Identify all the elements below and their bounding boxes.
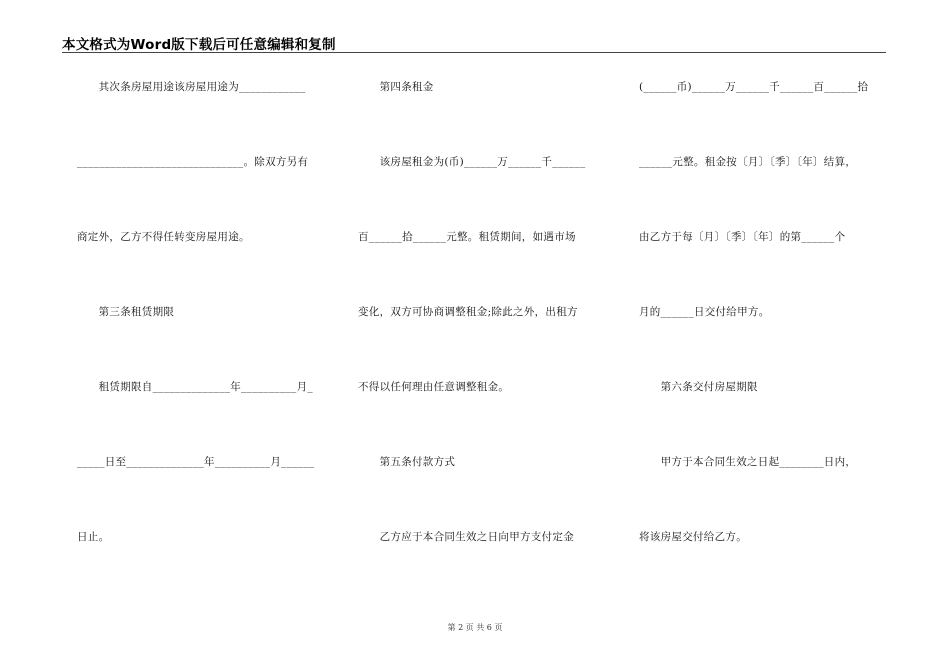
column-2-line-6: 第五条付款方式 [358,456,456,468]
column-3-line-5: 第六条交付房屋期限 [639,381,758,393]
document-header [62,33,886,53]
column-1-line-6: _____日至______________年__________月______ [77,456,315,468]
column-3-line-1: (______币)______万______千______百______拾 [639,81,869,93]
column-1-line-4: 第三条租赁期限 [77,306,175,318]
column-3-line-4: 月的______日交付给甲方。 [639,306,770,318]
column-3-line-2: ______元整。租金按〔月〕〔季〕〔年〕结算， [639,156,857,168]
column-2-line-3: 百______拾______元整。租赁期间，如遇市场 [358,231,576,243]
column-3-line-6: 甲方于本合同生效之日起________日内， [639,456,857,468]
column-3-line-7: 将该房屋交付给乙方。 [639,531,747,543]
header-title: 本文格式为Word版下载后可任意编辑和复制 [62,37,336,53]
page-number: 第 2 页 共 6 页 [447,623,503,632]
column-1-line-2: ______________________________。除双方另有 [77,156,309,168]
column-2-line-5: 不得以任何理由任意调整租金。 [358,381,510,393]
column-2-line-7: 乙方应于本合同生效之日向甲方支付定金 [358,531,574,543]
column-1-line-1: 其次条房屋用途该房屋用途为____________ [77,81,306,93]
column-2-line-1: 第四条租金 [358,81,434,93]
column-3-line-3: 由乙方于每〔月〕〔季〕〔年〕的第______个 [639,231,846,243]
column-2-line-4: 变化，双方可协商调整租金;除此之外，出租方 [358,306,578,318]
column-1-line-3: 商定外，乙方不得任转变房屋用途。 [77,231,250,243]
column-1-line-5: 租赁期限自______________年__________月_ [77,381,313,393]
header-divider [62,52,886,53]
column-1-line-7: 日止。 [77,531,110,543]
column-2-line-2: 该房屋租金为(币)______万______千______ [358,156,586,168]
